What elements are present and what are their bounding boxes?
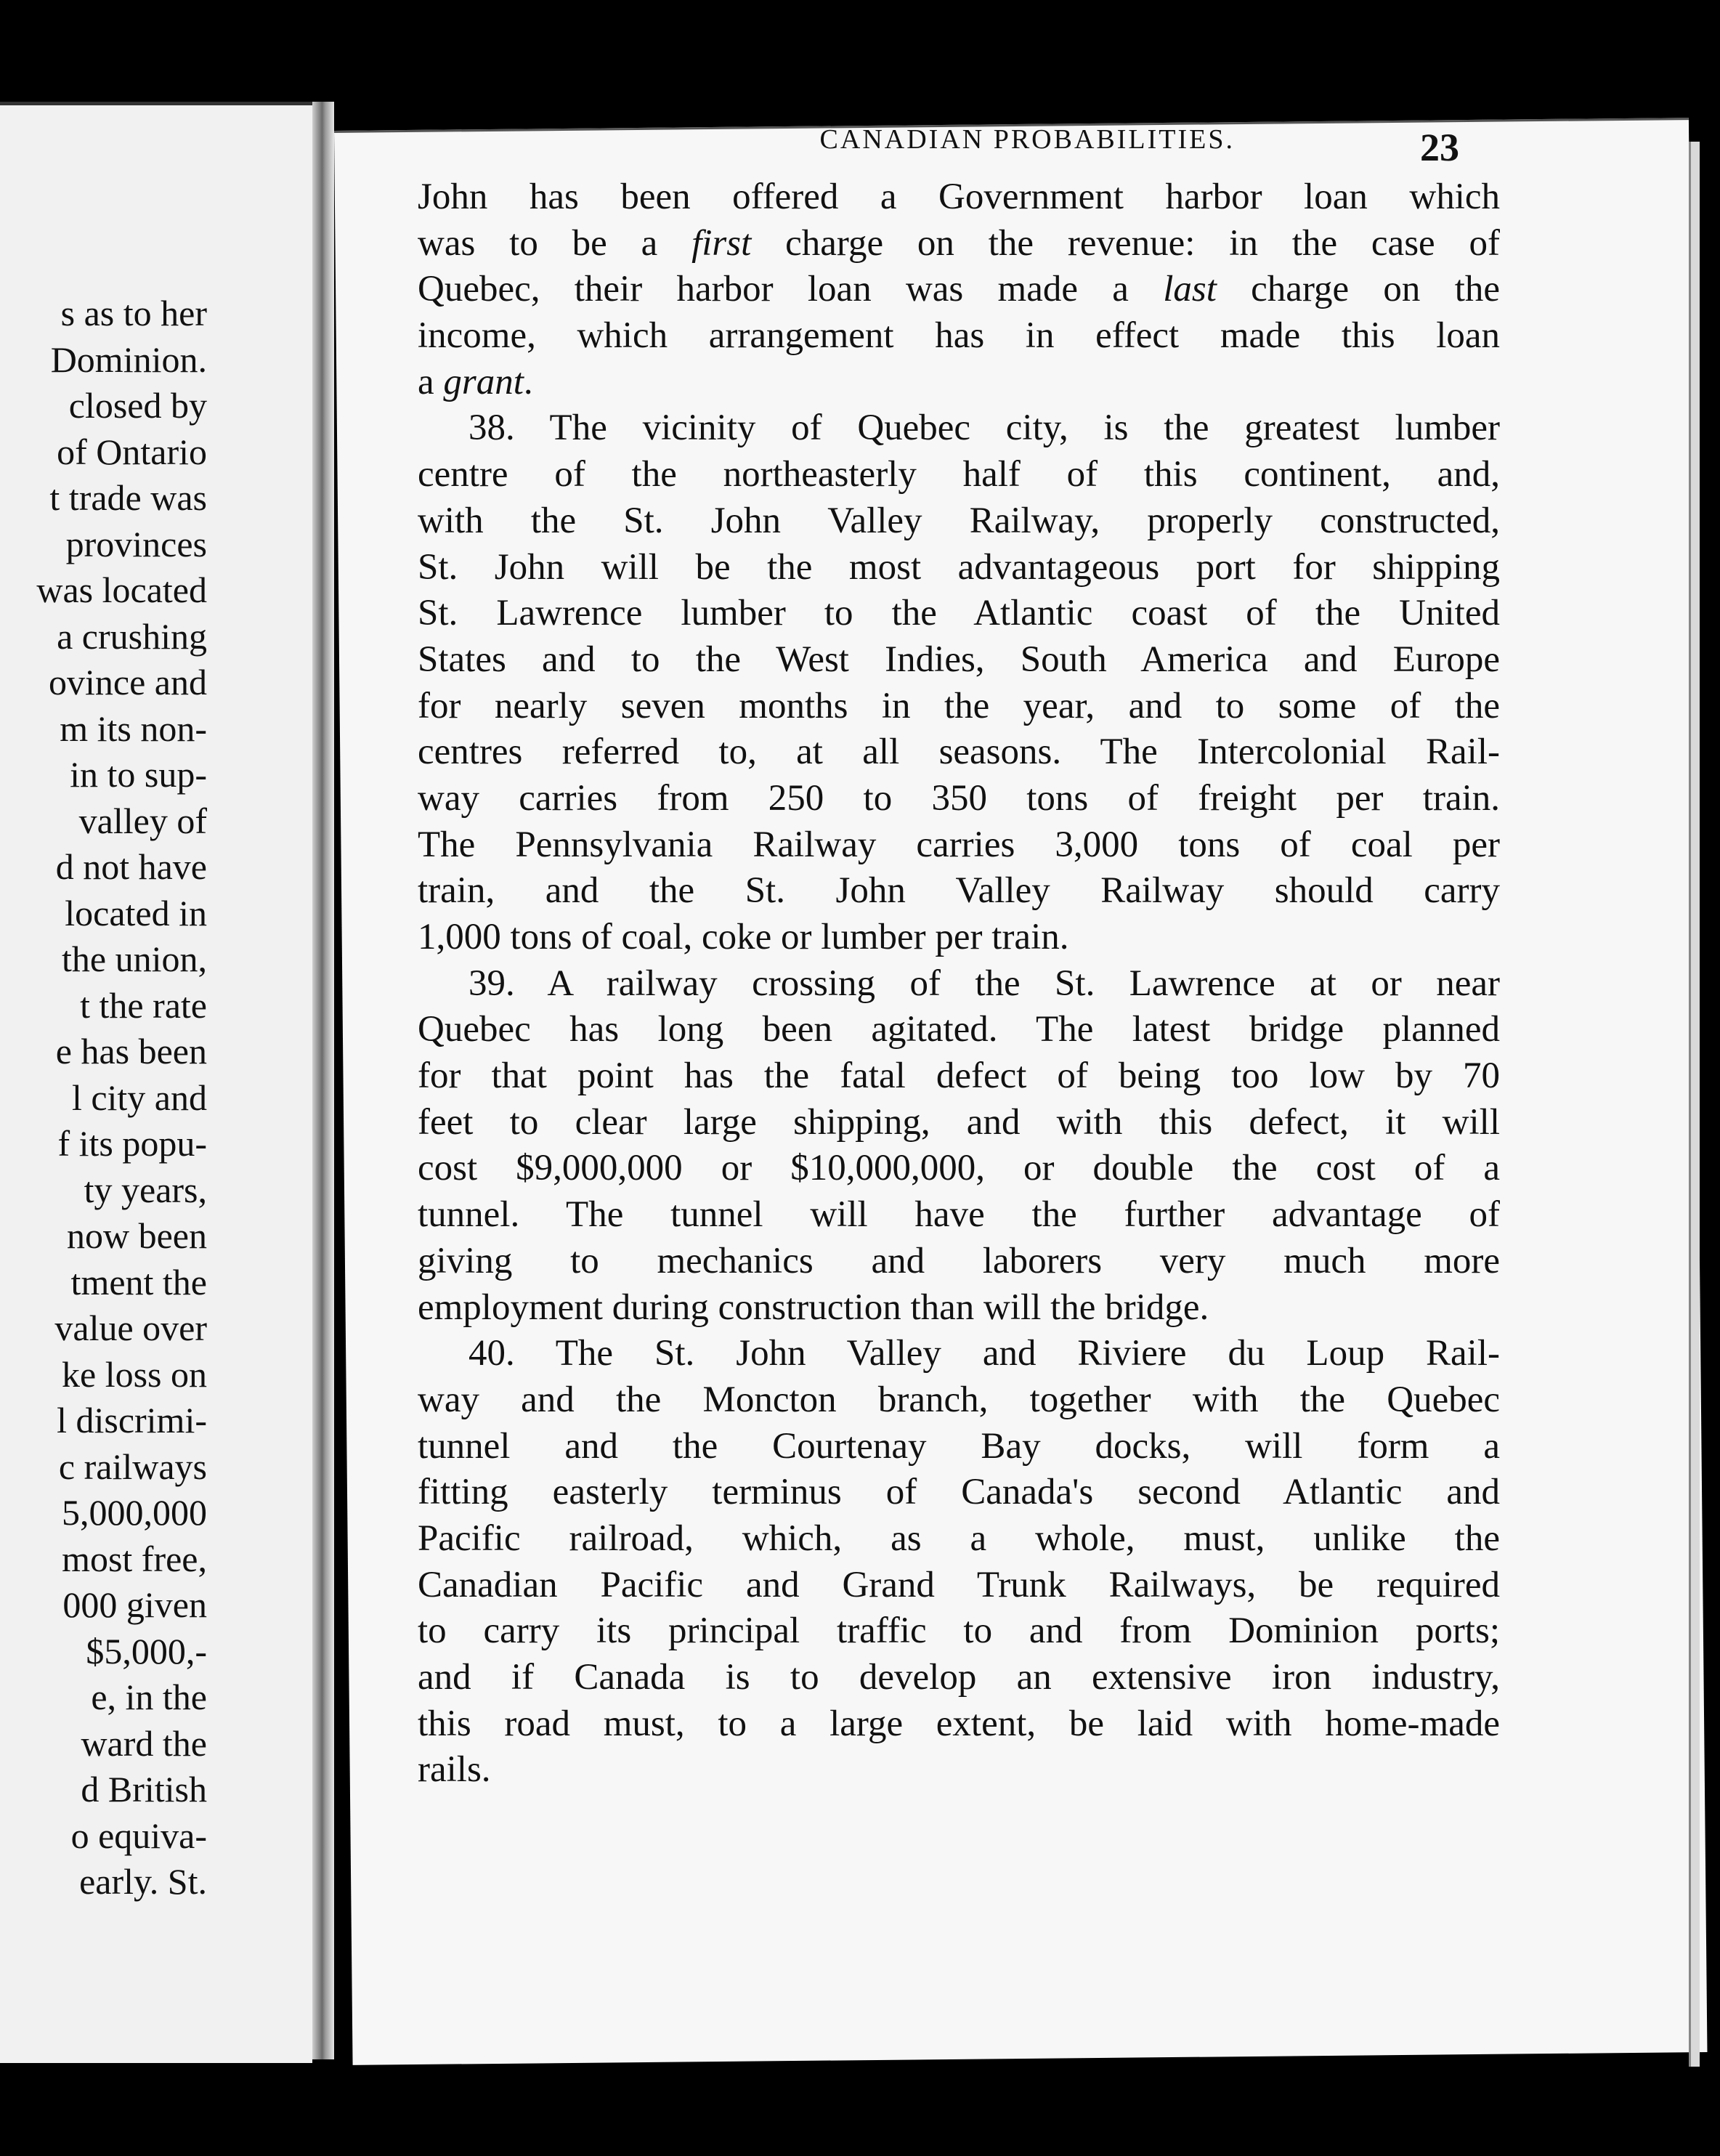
body-line: with the St. John Valley Railway, properly constructed, (418, 500, 1500, 541)
body-line: cost $9,000,000 or $10,000,000, or double the cost of a (418, 1148, 1500, 1189)
body-line: this road must, to a large extent, be laid with home-made (418, 1703, 1500, 1744)
left-page-line: was located (36, 570, 207, 610)
left-page-line: ward the (81, 1722, 207, 1764)
body-line: States and to the West Indies, South America and Europe (418, 639, 1500, 680)
left-page-line: o equiva- (70, 1815, 207, 1856)
left-page-line: most free, (62, 1538, 207, 1579)
body-line: giving to mechanics and laborers very much more (418, 1240, 1500, 1281)
body-line: fitting easterly terminus of Canada's second Atlantic and (418, 1472, 1500, 1513)
left-page-text (0, 291, 207, 1905)
page-number: 23 (1420, 126, 1459, 169)
left-page-line: c railways (58, 1446, 207, 1487)
body-line: The Pennsylvania Railway carries 3,000 tons of coal per (418, 824, 1500, 865)
body-line: for that point has the fatal defect of being too low by 70 (418, 1055, 1500, 1097)
left-page-line: the union, (62, 939, 207, 979)
body-line: Canadian Pacific and Grand Trunk Railways, be required (418, 1564, 1500, 1605)
body-line: 1,000 tons of coal, coke or lumber per train. (418, 917, 1069, 957)
left-page-line: a crushing (57, 615, 207, 657)
left-page-line: early. St. (79, 1861, 207, 1902)
left-page-line: ovince and (49, 662, 207, 702)
main-body-text (418, 174, 1500, 1794)
body-line: rails. (418, 1749, 491, 1791)
left-page-line: t trade was (49, 477, 207, 518)
left-page-line: m its non- (60, 708, 207, 749)
body-line: way and the Moncton branch, together with the Quebec (418, 1379, 1500, 1420)
body-line: Quebec has long been agitated. The latest bridge planned (418, 1009, 1500, 1050)
left-page-line: 5,000,000 (62, 1492, 207, 1533)
book-gutter (312, 102, 334, 2059)
left-page-line: f its popu- (57, 1123, 207, 1164)
body-line: 38. The vicinity of Quebec city, is the greatest lumber (468, 408, 1500, 449)
left-page-line: Dominion. (50, 339, 207, 380)
body-line: centre of the northeasterly half of this continent, and, (418, 454, 1500, 495)
body-line: to carry its principal traffic to and from Dominion ports; (418, 1610, 1500, 1652)
left-page-line: 000 given (62, 1584, 207, 1625)
line-text: a (418, 361, 444, 402)
left-page-line: in to sup- (70, 754, 207, 795)
body-line (418, 267, 1500, 313)
line-text: Quebec, their harbor loan was made a (418, 269, 1164, 310)
body-line (418, 221, 1500, 267)
left-page-line: e, in the (91, 1677, 207, 1717)
body-line: way carries from 250 to 350 tons of freight per train. (418, 777, 1500, 819)
left-page-line: ty years, (84, 1169, 207, 1210)
left-page-line: l city and (71, 1077, 207, 1118)
body-line: John has been offered a Government harbor loan which (418, 177, 1500, 217)
line-text: was to be a (418, 222, 692, 264)
left-page-line: located in (65, 892, 207, 933)
body-line: employment during construction than will the bridge. (418, 1286, 1209, 1328)
body-line (418, 360, 1500, 406)
left-page-line: provinces (65, 523, 207, 564)
left-facing-page (0, 102, 312, 2063)
left-page-line: e has been (55, 1031, 207, 1071)
left-page-line: ke loss on (62, 1353, 207, 1395)
page-edge (1689, 142, 1700, 2067)
line-text: . (523, 361, 533, 402)
body-line: tunnel. The tunnel will have the further advantage of (418, 1194, 1500, 1236)
body-line: for nearly seven months in the year, and to some of the (418, 685, 1500, 726)
left-page-line: $5,000,- (86, 1630, 207, 1671)
left-page-line: d British (81, 1769, 207, 1809)
body-line: 40. The St. John Valley and Riviere du Loup Rail- (468, 1333, 1500, 1374)
left-page-line: s as to her (60, 293, 207, 333)
left-page-line: d not have (55, 846, 207, 887)
body-line: St. Lawrence lumber to the Atlantic coast of the United (418, 593, 1500, 634)
left-page-line: value over (54, 1308, 207, 1348)
body-line: tunnel and the Courtenay Bay docks, will form a (418, 1425, 1500, 1467)
body-line: centres referred to, at all seasons. The Intercolonial Rail- (418, 732, 1500, 773)
body-line: train, and the St. John Valley Railway should carry (418, 870, 1500, 912)
italic-word: last (1163, 269, 1217, 310)
left-page-line: of Ontario (57, 431, 207, 472)
body-line: feet to clear large shipping, and with this defect, it will (418, 1101, 1500, 1143)
italic-word: grant (443, 361, 524, 402)
line-text: charge on the revenue: in the case of (751, 222, 1500, 264)
left-page-line: valley of (78, 800, 207, 841)
left-page-line: closed by (68, 385, 207, 426)
left-page-line: t the rate (80, 984, 207, 1026)
left-page-line: tment the (70, 1261, 207, 1302)
body-line: income, which arrangement has in effect made this loan (418, 315, 1500, 357)
running-header: CANADIAN PROBABILITIES. (819, 124, 1235, 155)
body-line: 39. A railway crossing of the St. Lawrence at or near (468, 962, 1500, 1004)
body-line: St. John will be the most advantageous port for shipping (418, 546, 1500, 588)
line-text: charge on the (1216, 269, 1501, 310)
body-line: and if Canada is to develop an extensive iron industry, (418, 1657, 1500, 1698)
body-line: Pacific railroad, which, as a whole, must, unlike the (418, 1517, 1500, 1559)
left-page-line: now been (67, 1215, 207, 1256)
italic-word: first (691, 222, 752, 264)
left-page-line: l discrimi- (57, 1400, 207, 1440)
